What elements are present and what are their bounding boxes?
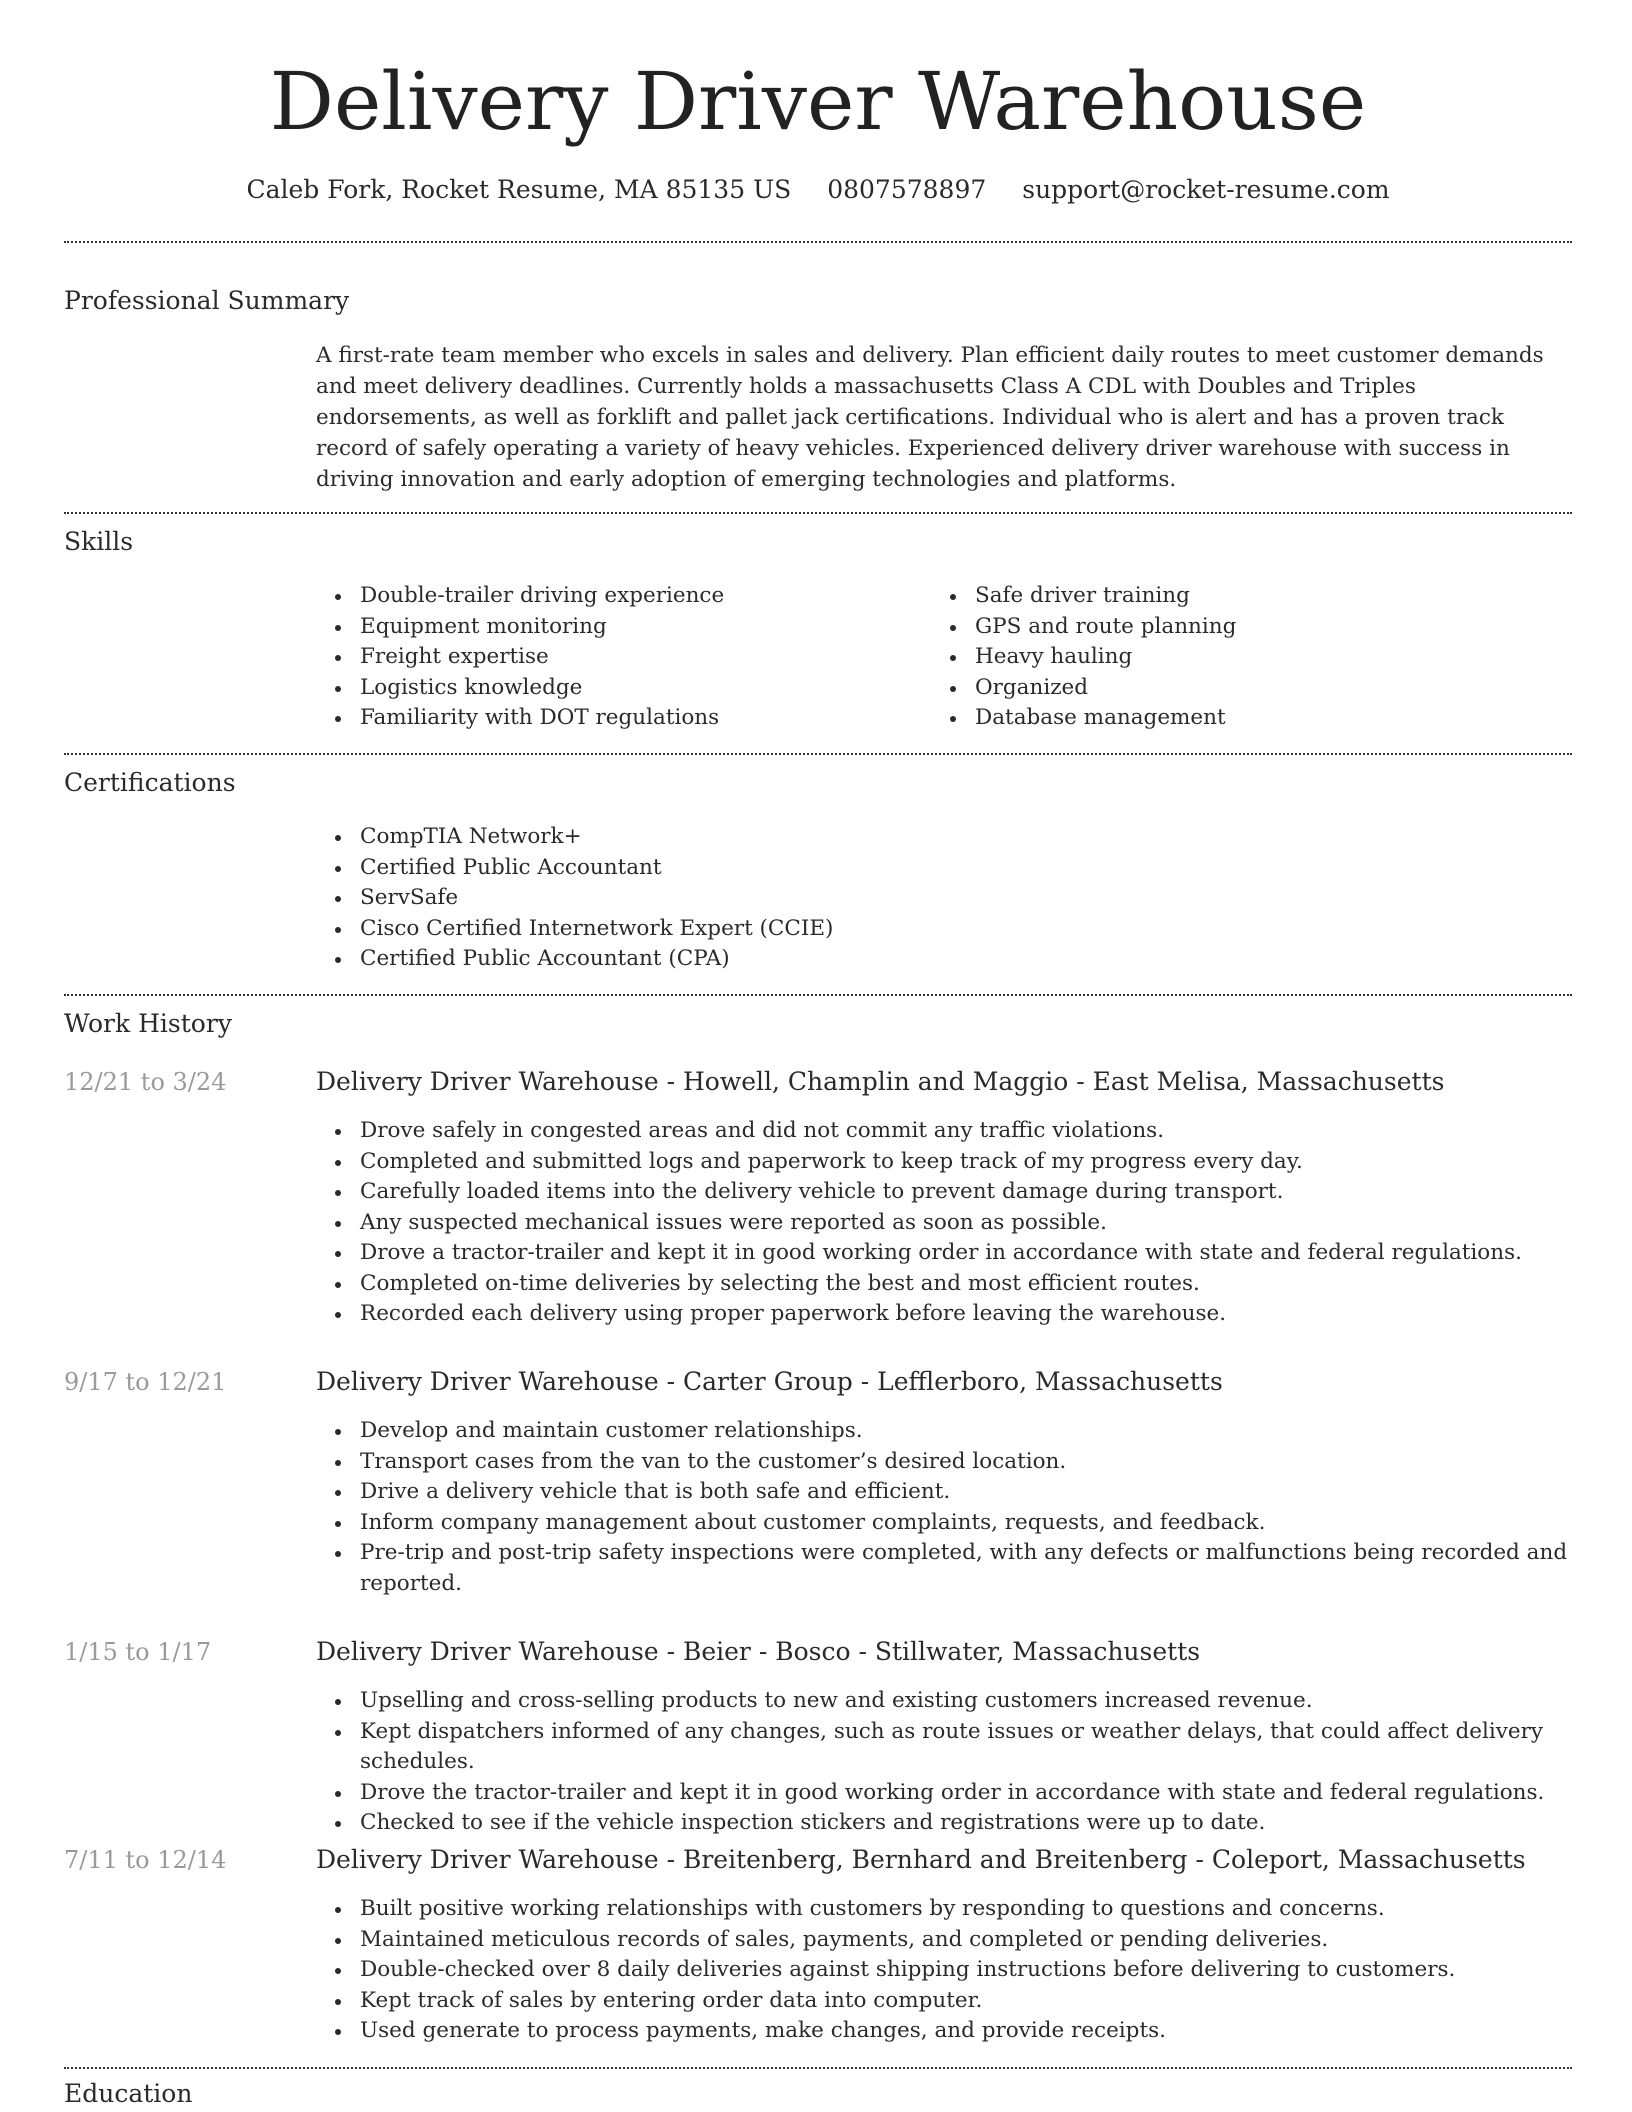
work-history-heading: Work History xyxy=(64,1009,232,1038)
job-bullet: Carefully loaded items into the delivery vehicle to prevent damage during transport. xyxy=(360,1177,1616,1208)
certification-item: Certified Public Accountant xyxy=(360,853,1560,884)
job-bullet: Completed on-time deliveries by selecting the best and most efficient routes. xyxy=(360,1269,1616,1300)
job-bullet: Kept dispatchers informed of any changes, such as route issues or weather delays, that could affect delivery schedules. xyxy=(360,1717,1616,1778)
section-divider xyxy=(64,994,1572,996)
contact-phone: 0807578897 xyxy=(827,175,987,204)
summary-text: A first-rate team member who excels in sales and delivery. Plan efficient daily routes to meet customer demands and meet delivery deadlines. Currently holds a massachusetts Class A CDL with Doubles and Triples endorsements, as well as forklift and pallet jack certifications. Individual who is alert and has a proven track record of safely operating a variety of heavy vehicles. Experienced delivery driver warehouse with success in driving innovation and early adoption of emerging technologies and platforms. xyxy=(316,343,1544,492)
section-divider xyxy=(64,2067,1572,2069)
job-bullet: Double-checked over 8 daily deliveries against shipping instructions before delivering to customers. xyxy=(360,1955,1616,1986)
section-divider xyxy=(64,241,1572,243)
certification-item: Cisco Certified Internetwork Expert (CCIE) xyxy=(360,914,1560,945)
job-title: Delivery Driver Warehouse - Howell, Champlin and Maggio - East Melisa, Massachusetts xyxy=(316,1067,1445,1096)
job-dates: 12/21 to 3/24 xyxy=(64,1068,227,1096)
contact-email: support@rocket-resume.com xyxy=(1022,175,1390,204)
skill-item: Organized xyxy=(975,673,1535,704)
job-dates: 9/17 to 12/21 xyxy=(64,1368,227,1396)
certification-item: ServSafe xyxy=(360,883,1560,914)
skills-list-left xyxy=(316,581,920,734)
job-dates: 7/11 to 12/14 xyxy=(64,1846,227,1874)
job-bullet: Recorded each delivery using proper paperwork before leaving the warehouse. xyxy=(360,1299,1616,1330)
certifications-heading: Certifications xyxy=(64,768,236,797)
skill-item: Heavy hauling xyxy=(975,642,1535,673)
job-bullet: Drove safely in congested areas and did not commit any traffic violations. xyxy=(360,1116,1616,1147)
job-bullet: Develop and maintain customer relationships. xyxy=(360,1416,1616,1447)
skill-item: Database management xyxy=(975,703,1535,734)
job-bullets xyxy=(316,1116,1616,1330)
job-dates: 1/15 to 1/17 xyxy=(64,1638,212,1666)
job-bullet: Drove the tractor-trailer and kept it in good working order in accordance with state and federal regulations. xyxy=(360,1778,1616,1809)
skill-item: Freight expertise xyxy=(360,642,920,673)
section-divider xyxy=(64,753,1572,755)
job-bullets xyxy=(316,1416,1616,1599)
certification-item: Certified Public Accountant (CPA) xyxy=(360,944,1560,975)
job-bullet: Built positive working relationships with customers by responding to questions and concerns. xyxy=(360,1894,1616,1925)
job-bullet: Kept track of sales by entering order data into computer. xyxy=(360,1986,1616,2017)
job-bullet: Drive a delivery vehicle that is both safe and efficient. xyxy=(360,1477,1616,1508)
certifications-list xyxy=(316,822,1560,975)
skill-item: Familiarity with DOT regulations xyxy=(360,703,920,734)
job-bullet: Used generate to process payments, make changes, and provide receipts. xyxy=(360,2016,1616,2047)
education-heading: Education xyxy=(64,2079,193,2108)
job-bullet: Pre-trip and post-trip safety inspections were completed, with any defects or malfunctions being recorded and reported. xyxy=(360,1538,1616,1599)
job-bullets xyxy=(316,1686,1616,1839)
job-bullet: Upselling and cross-selling products to new and existing customers increased revenue. xyxy=(360,1686,1616,1717)
job-bullets xyxy=(316,1894,1616,2047)
job-bullet: Inform company management about customer complaints, requests, and feedback. xyxy=(360,1508,1616,1539)
job-title: Delivery Driver Warehouse - Breitenberg, Bernhard and Breitenberg - Coleport, Massachusetts xyxy=(316,1845,1526,1874)
section-divider xyxy=(64,512,1572,514)
skill-item: Logistics knowledge xyxy=(360,673,920,704)
skill-item: Safe driver training xyxy=(975,581,1535,612)
job-bullet: Transport cases from the van to the customer’s desired location. xyxy=(360,1447,1616,1478)
job-bullet: Maintained meticulous records of sales, payments, and completed or pending deliveries. xyxy=(360,1925,1616,1956)
summary-heading: Professional Summary xyxy=(64,286,350,315)
contact-line xyxy=(64,170,1572,210)
job-bullet: Checked to see if the vehicle inspection stickers and registrations were up to date. xyxy=(360,1808,1616,1839)
job-bullet: Completed and submitted logs and paperwork to keep track of my progress every day. xyxy=(360,1147,1616,1178)
skills-list-right xyxy=(931,581,1535,734)
skill-item: GPS and route planning xyxy=(975,612,1535,643)
skill-item: Double-trailer driving experience xyxy=(360,581,920,612)
contact-address: Caleb Fork, Rocket Resume, MA 85135 US xyxy=(246,175,792,204)
job-bullet: Any suspected mechanical issues were reported as soon as possible. xyxy=(360,1208,1616,1239)
resume-name: Delivery Driver Warehouse xyxy=(269,55,1367,148)
skill-item: Equipment monitoring xyxy=(360,612,920,643)
certification-item: CompTIA Network+ xyxy=(360,822,1560,853)
job-title: Delivery Driver Warehouse - Beier - Bosco - Stillwater, Massachusetts xyxy=(316,1637,1201,1666)
skills-heading: Skills xyxy=(64,527,134,556)
job-title: Delivery Driver Warehouse - Carter Group - Lefflerboro, Massachusetts xyxy=(316,1367,1223,1396)
job-bullet: Drove a tractor-trailer and kept it in good working order in accordance with state and federal regulations. xyxy=(360,1238,1616,1269)
